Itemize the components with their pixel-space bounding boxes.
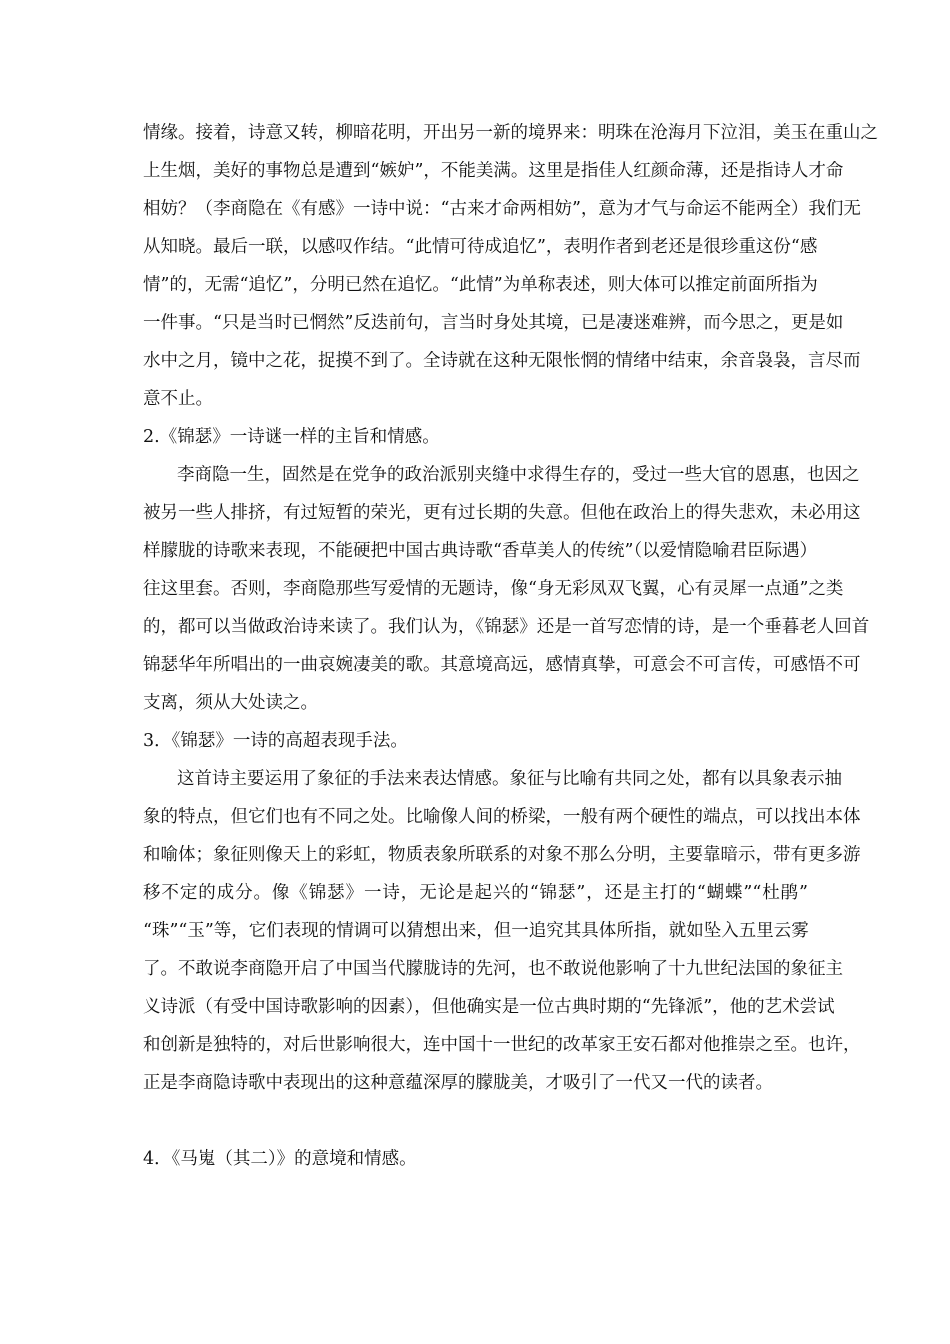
text-line: 意不止。 bbox=[143, 389, 213, 409]
section-heading: 4．《马嵬（其二）》的意境和情感。 bbox=[143, 1149, 417, 1169]
text-line: 一件事。“只是当时已惘然”反迭前句，言当时身处其境，已是凄迷难辨，而今思之，更是如 bbox=[143, 313, 844, 333]
text-line: 移不定的成分。像《锦瑟》一诗，无论是起兴的“锦瑟”，还是主打的“蝴蝶”“杜鹃” bbox=[143, 883, 808, 903]
section-heading: 2.《锦瑟》一诗谜一样的主旨和情感。 bbox=[143, 427, 440, 447]
text-line: 和创新是独特的，对后世影响很大，连中国十一世纪的改革家王安石都对他推崇之至。也许， bbox=[143, 1035, 861, 1055]
text-line: 和喻体；象征则像天上的彩虹，物质表象所联系的对象不那么分明，主要靠暗示，带有更多游 bbox=[143, 845, 861, 865]
text-line: 锦瑟华年所唱出的一曲哀婉凄美的歌。其意境高远，感情真挚，可意会不可言传，可感悟不可 bbox=[143, 655, 861, 675]
text-line: 象的特点，但它们也有不同之处。比喻像人间的桥梁，一般有两个硬性的端点，可以找出本体 bbox=[143, 807, 861, 827]
text-line: 水中之月，镜中之花，捉摸不到了。全诗就在这种无限怅惘的情绪中结束，余音袅袅，言尽而 bbox=[143, 351, 861, 371]
text-line: 李商隐一生，固然是在党争的政治派别夹缝中求得生存的，受过一些大官的恩惠，也因之 bbox=[177, 465, 860, 485]
section4 bbox=[143, 1140, 808, 1178]
text-line: “珠”“玉”等，它们表现的情调可以猜想出来，但一追究其具体所指，就如坠入五里云雾 bbox=[143, 921, 809, 941]
text-line: 情缘。接着，诗意又转，柳暗花明，开出另一新的境界来：明珠在沧海月下泣泪，美玉在重山之 bbox=[143, 123, 878, 143]
text-line: 被另一些人排挤，有过短暂的荣光，更有过长期的失意。但他在政治上的得失悲欢，未必用这 bbox=[143, 503, 861, 523]
text-line: 支离，须从大处读之。 bbox=[143, 693, 318, 713]
text-line: 的，都可以当做政治诗来读了。我们认为，《锦瑟》还是一首写恋情的诗，是一个垂暮老人回首 bbox=[143, 617, 870, 637]
text-line: 了。不敢说李商隐开启了中国当代朦胧诗的先河，也不敢说他影响了十九世纪法国的象征主 bbox=[143, 959, 843, 979]
section3 bbox=[143, 722, 861, 1102]
text-line: 相妨？（李商隐在《有感》一诗中说：“古来才命两相妨”，意为才气与命运不能两全）我们无 bbox=[143, 199, 861, 219]
text-line: 正是李商隐诗歌中表现出的这种意蕴深厚的朦胧美，才吸引了一代又一代的读者。 bbox=[143, 1073, 773, 1093]
text-line: 情”的，无需“追忆”，分明已然在追忆。“此情”为单称表述，则大体可以推定前面所指为 bbox=[143, 275, 818, 295]
text-line: 样朦胧的诗歌来表现，不能硬把中国古典诗歌“香草美人的传统”（以爱情隐喻君臣际遇） bbox=[143, 541, 818, 561]
text-line: 这首诗主要运用了象征的手法来表达情感。象征与比喻有共同之处，都有以具象表示抽 bbox=[177, 769, 842, 789]
text-line: 义诗派（有受中国诗歌影响的因素），但他确实是一位古典时期的“先锋派”，他的艺术尝试 bbox=[143, 997, 835, 1017]
section1-paragraph bbox=[143, 114, 878, 418]
section2 bbox=[143, 418, 870, 722]
text-line: 往这里套。否则，李商隐那些写爱情的无题诗，像“身无彩凤双飞翼，心有灵犀一点通”之类 bbox=[143, 579, 844, 599]
text-line: 上生烟，美好的事物总是遭到“嫉妒”，不能美满。这里是指佳人红颜命薄，还是指诗人才命 bbox=[143, 161, 844, 181]
text-line: 从知晓。最后一联，以感叹作结。“此情可待成追忆”，表明作者到老还是很珍重这份“感 bbox=[143, 237, 818, 257]
section-heading: 3．《锦瑟》一诗的高超表现手法。 bbox=[143, 731, 408, 751]
